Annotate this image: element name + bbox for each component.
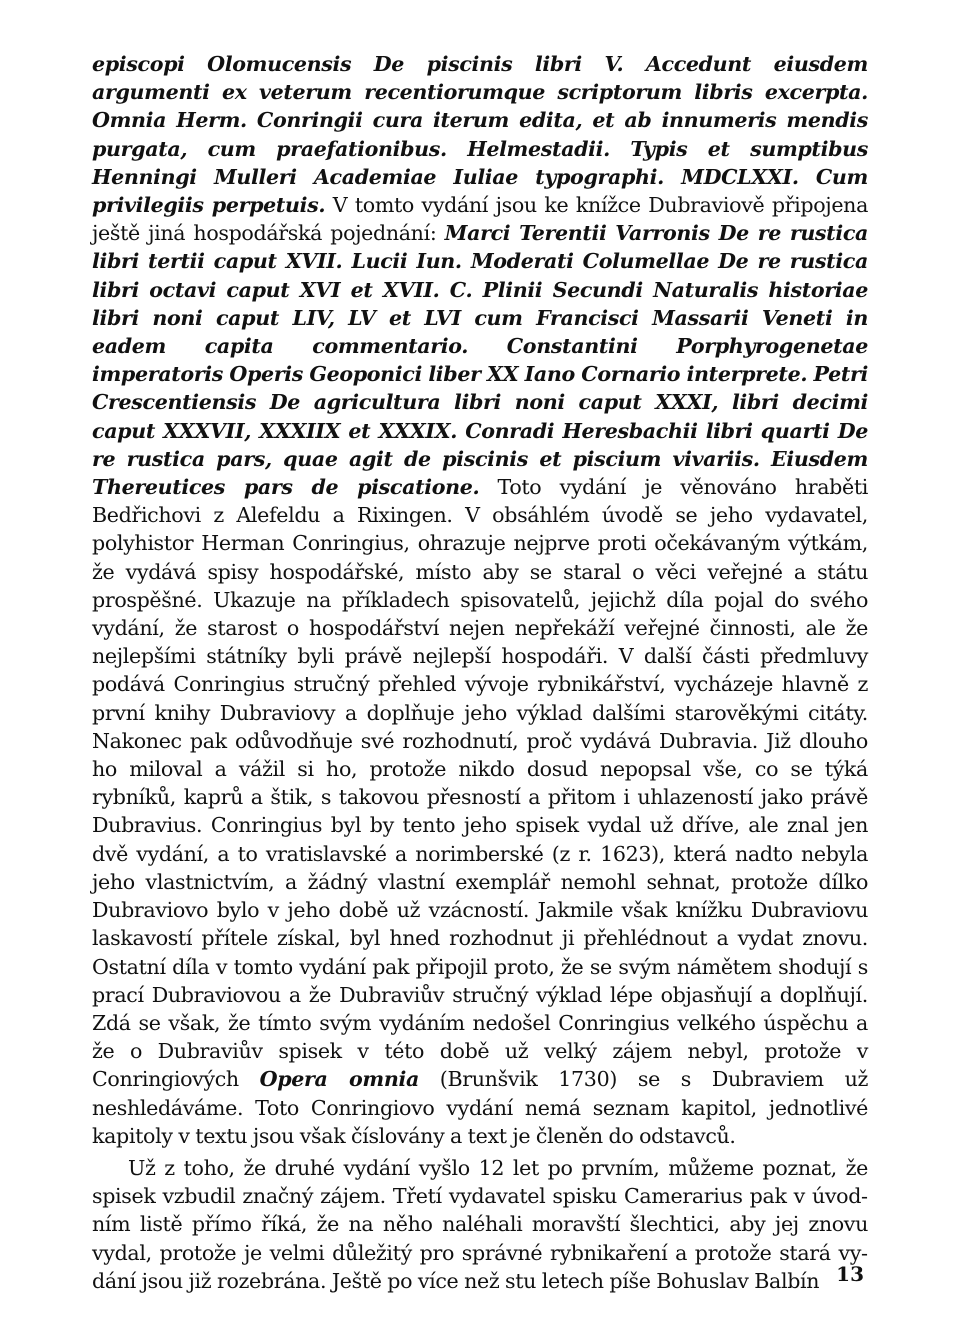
- page-number: 13: [836, 1262, 864, 1286]
- body-text: (Brunšvik 1730) se s Dubraviem už neshledáváme. Toto Conringiovo vydání nemá seznam kapitol, jednotlivé kapitoly v textu jsou však číslovány a text je členěn do odstavců.: [92, 1067, 868, 1148]
- latin-contents-text: Marci Terentii Varronis De re rustica libri tertii caput XVII. Lucii Iun. Moderati Columellae De re rustica libri octavi caput XVI et XVII. C. Plinii Secundi Naturalis historiae libri noni caput LIV, LV et LVI cum Francisci Massarii Veneti in eadem capita commentario. Constantini Porphyrogenetae imperatoris Operis Geoponici liber XX Iano Cornario interprete. Petri Crescentiensis De agricultura libri noni caput XXXI, libri decimi caput XXXVII, XXXIIX et XXXIX. Conradi Heresbachii libri quarti De re rustica pars, quae agit de piscinis et piscium vivariis. Eiusdem Thereutices pars de piscatione.: [92, 221, 868, 500]
- body-text: Toto vydání je věnováno hraběti Bedřichovi z Alefeldu a Rixingen. V obsáhlém úvodě se jeho vydavatel, polyhistor Herman Conringius, ohrazuje nejprve proti očekávaným výtkám, že vydává spisy hospodářské, místo aby se staral o věci veřejné a státu prospěšné. Ukazuje na příkladech spisovatelů, jejichž díla pojal do svého vydání, že starost o hospodářství nejen nepřekáží veřejné činnosti, ale že nejlepšími státníky byli právě nejlepší hospodáři. V další části předmluvy podává Conringius stručný přehled vývoje rybnikářství, vycházeje hlavně z první knihy Dubraviovy a doplňuje jeho výklad dalšími starověkými citáty. Nakonec pak odůvodňuje své rozhodnutí, proč vydává Dubravia. Již dlouho ho miloval a vážil si ho, protože nikdo dosud nepopsal vše, co se týká rybníků, kaprů a štik, s takovou přesností a přitom i uhlazeností jako právě Dubravius. Conringius byl by tento jeho spisek vydal už dříve, ale znal jen dvě vydání, a to vratislavské a norimberské (z r. 1623), která nadto nebyla jeho vlastnictvím, a žádný vlastní exemplář nemohl sehnat, protože dílko Dubraviovo bylo v jeho době už vzácností. Jakmile však knížku Dubraviovu laskavostí přítele získal, byl hned rozhodnut ji přehlédnout a vydat znovu. Ostatní díla v tomto vydání pak připojil proto, že se svým námětem shodují s prací Dubraviovou a že Dubraviův stručný výklad lépe objasňují a doplňují. Zdá se však, že tímto svým vydáním nedošel Conringius velkého úspěchu a že o Dubraviův spisek v této době už velký zájem nebyl, protože v Conringiových: [92, 475, 868, 1092]
- paragraph-2: Už z toho, že druhé vydání vyšlo 12 let po prvním, můžeme poznat, že spisek vzbudil značný zájem. Třetí vydavatel spisku Camerarius pak v úvodním listě přímo říká, že na něho naléhali moravští šlechtici, aby jej znovu vydal, protože je velmi důležitý pro správné rybnikaření a protože stará vydání jsou již rozebrána. Ještě po více než stu letech píše Bohuslav Balbín: [92, 1155, 868, 1293]
- latin-title-text: episcopi Olomucensis De piscinis libri V. Accedunt eiusdem argumenti ex veterum recentiorumque scriptorum libris excerpta. Omnia Herm. Conringii cura iterum edita, et ab innumeris mendis purgata, cum praefationibus. Helmestadii. Typis et sumptibus Henningi Mulleri Academiae Iuliae typographi. MDCLXXI. Cum privilegiis perpetuis.: [92, 52, 868, 218]
- body-text: V tomto vydání jsou ke knížce Dubraviově připojena ještě jiná hospodářská pojednání:: [92, 193, 869, 246]
- page-body: [92, 50, 868, 1295]
- opera-omnia-text: Opera omnia: [259, 1067, 419, 1092]
- paragraph-1: [92, 50, 868, 1150]
